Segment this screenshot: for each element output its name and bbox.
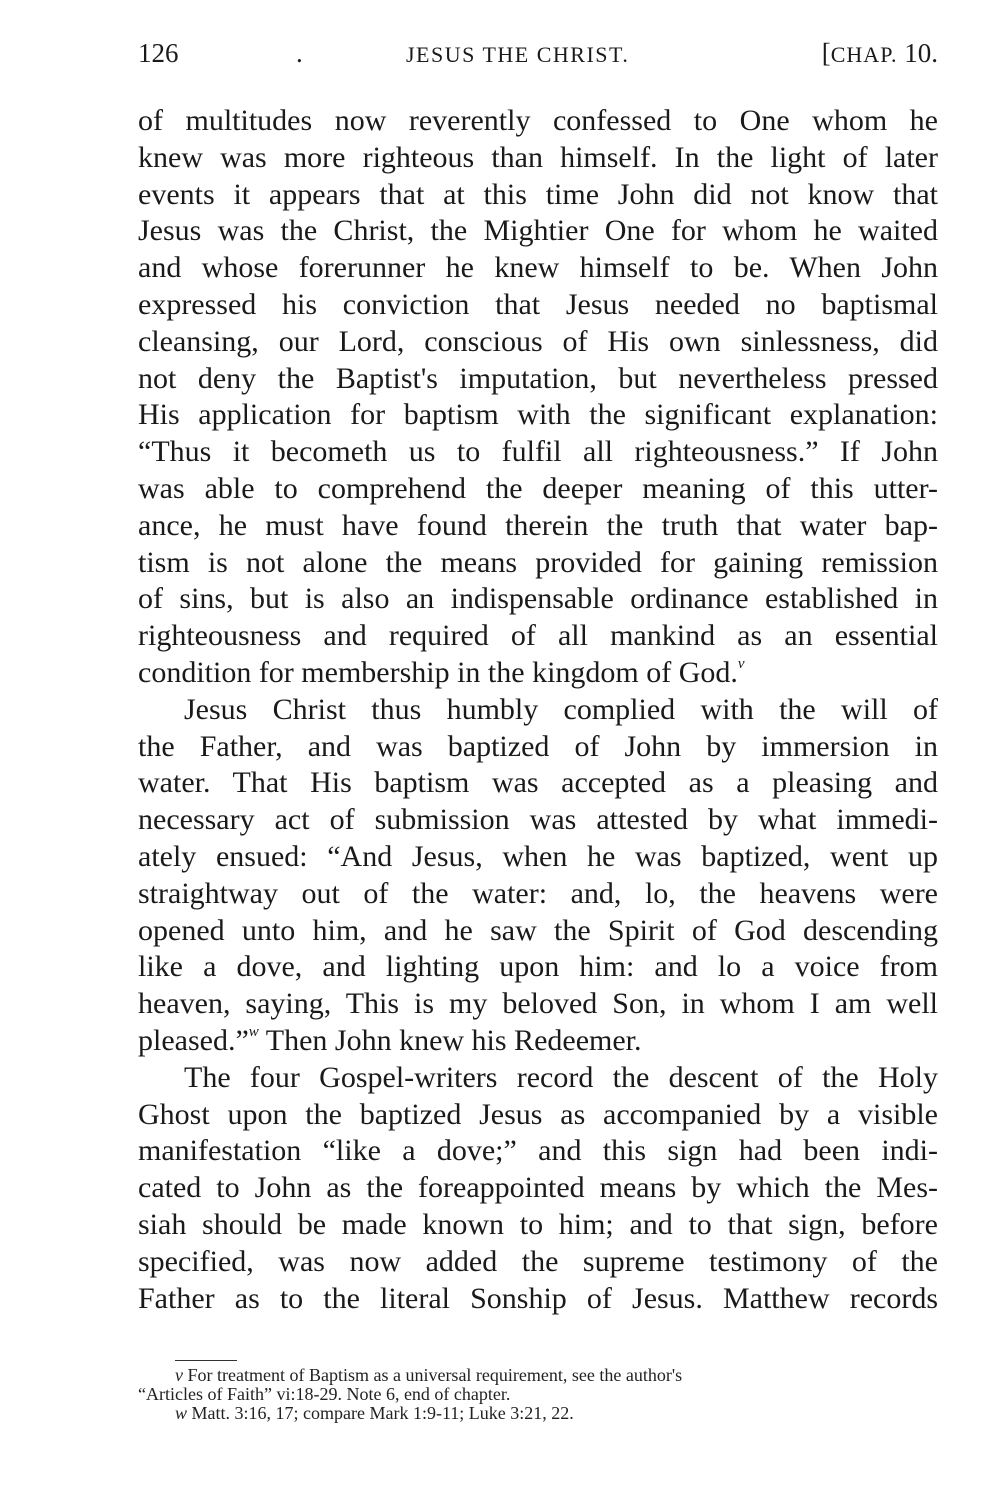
chapter-label [822, 38, 938, 69]
chapter-number: 10. [904, 38, 938, 68]
text-line: water. That His baptism was accepted as a pleasing and [138, 766, 938, 800]
text-segment: pleased.” [138, 1023, 249, 1057]
text-segment: condition for membership in the kingdom of God. [138, 655, 738, 689]
text-line: ance, he must have found therein the truth that water bap- [138, 508, 938, 542]
text-line: knew was more righteous than himself. In the light of later [138, 140, 938, 174]
chapter-bracket: [ [821, 38, 831, 68]
footnote-text: For treatment of Baptism as a universal requirement, see the author's [187, 1365, 683, 1385]
footnote-w [138, 1404, 938, 1423]
paragraph-3 [138, 1060, 938, 1318]
text-line: was able to comprehend the deeper meaning of this utter- [138, 471, 938, 505]
text-line: The four Gospel-writers record the descent of the Holy [184, 1060, 938, 1094]
footnote-marker: v [175, 1365, 183, 1385]
text-line [138, 1023, 938, 1060]
text-line: expressed his conviction that Jesus needed no baptismal [138, 287, 938, 321]
footnote-marker: w [175, 1403, 188, 1423]
text-line: events it appears that at this time John did not know that [138, 177, 938, 211]
running-title: JESUS THE CHRIST. [406, 42, 630, 67]
text-line: straightway out of the water: and, lo, the heavens were [138, 876, 938, 910]
text-line: not deny the Baptist's imputation, but nevertheless pressed [138, 361, 938, 395]
text-line: Father as to the literal Sonship of Jesus. Matthew records [138, 1281, 938, 1315]
paragraph-1 [138, 103, 938, 692]
page-number: 126 [138, 38, 179, 68]
text-line: specified, was now added the supreme testimony of the [138, 1244, 938, 1278]
text-line: opened unto him, and he saw the Spirit of God descending [138, 913, 938, 947]
text-line: His application for baptism with the significant explanation: [138, 398, 938, 432]
text-line: Ghost upon the baptized Jesus as accompanied by a visible [138, 1097, 938, 1131]
header-separator: . [296, 38, 303, 68]
text-line: and whose forerunner he knew himself to be. When John [138, 251, 938, 285]
text-line: heaven, saying, This is my beloved Son, in whom I am well [138, 987, 938, 1021]
footnote-divider [175, 1360, 237, 1361]
text-line: cleansing, our Lord, conscious of His own sinlessness, did [138, 324, 938, 358]
text-line: tism is not alone the means provided for gaining remission [138, 545, 938, 579]
paragraph-2 [138, 692, 938, 1060]
text-line: ately ensued: “And Jesus, when he was baptized, went up [138, 839, 938, 873]
footnote-ref-v[interactable]: v [737, 655, 745, 672]
text-line: of multitudes now reverently confessed to One whom he [138, 104, 938, 137]
chapter-word: CHAP. [830, 42, 898, 67]
text-line: like a dove, and lighting upon him: and lo a voice from [138, 950, 938, 984]
footnotes [138, 1366, 938, 1423]
text-line: siah should be made known to him; and to that sign, before [138, 1207, 938, 1241]
text-line: manifestation “like a dove;” and this sign had been indi- [138, 1134, 938, 1168]
text-line: righteousness and required of all mankind as an essential [138, 619, 938, 653]
text-line: cated to John as the foreappointed means by which the Mes- [138, 1171, 938, 1205]
footnote-text: Matt. 3:16, 17; compare Mark 1:9-11; Luke 3:21, 22. [191, 1403, 574, 1423]
text-line [138, 655, 938, 692]
text-line: Jesus was the Christ, the Mightier One for whom he waited [138, 214, 938, 248]
text-line: “Thus it becometh us to fulfil all righteousness.” If John [138, 435, 938, 469]
body-text [138, 103, 938, 1317]
footnote-v [138, 1366, 938, 1385]
running-header [138, 38, 938, 82]
footnote-continuation: “Articles of Faith” vi:18-29. Note 6, end of chapter. [138, 1384, 511, 1404]
text-segment: Then John knew his Redeemer. [258, 1023, 642, 1057]
text-line: necessary act of submission was attested by what immedi- [138, 803, 938, 837]
text-line: of sins, but is also an indispensable ordinance established in [138, 582, 938, 616]
footnote-ref-w[interactable]: w [248, 1023, 259, 1040]
text-line: the Father, and was baptized of John by immersion in [138, 729, 938, 763]
text-line: Jesus Christ thus humbly complied with the will of [184, 692, 938, 726]
